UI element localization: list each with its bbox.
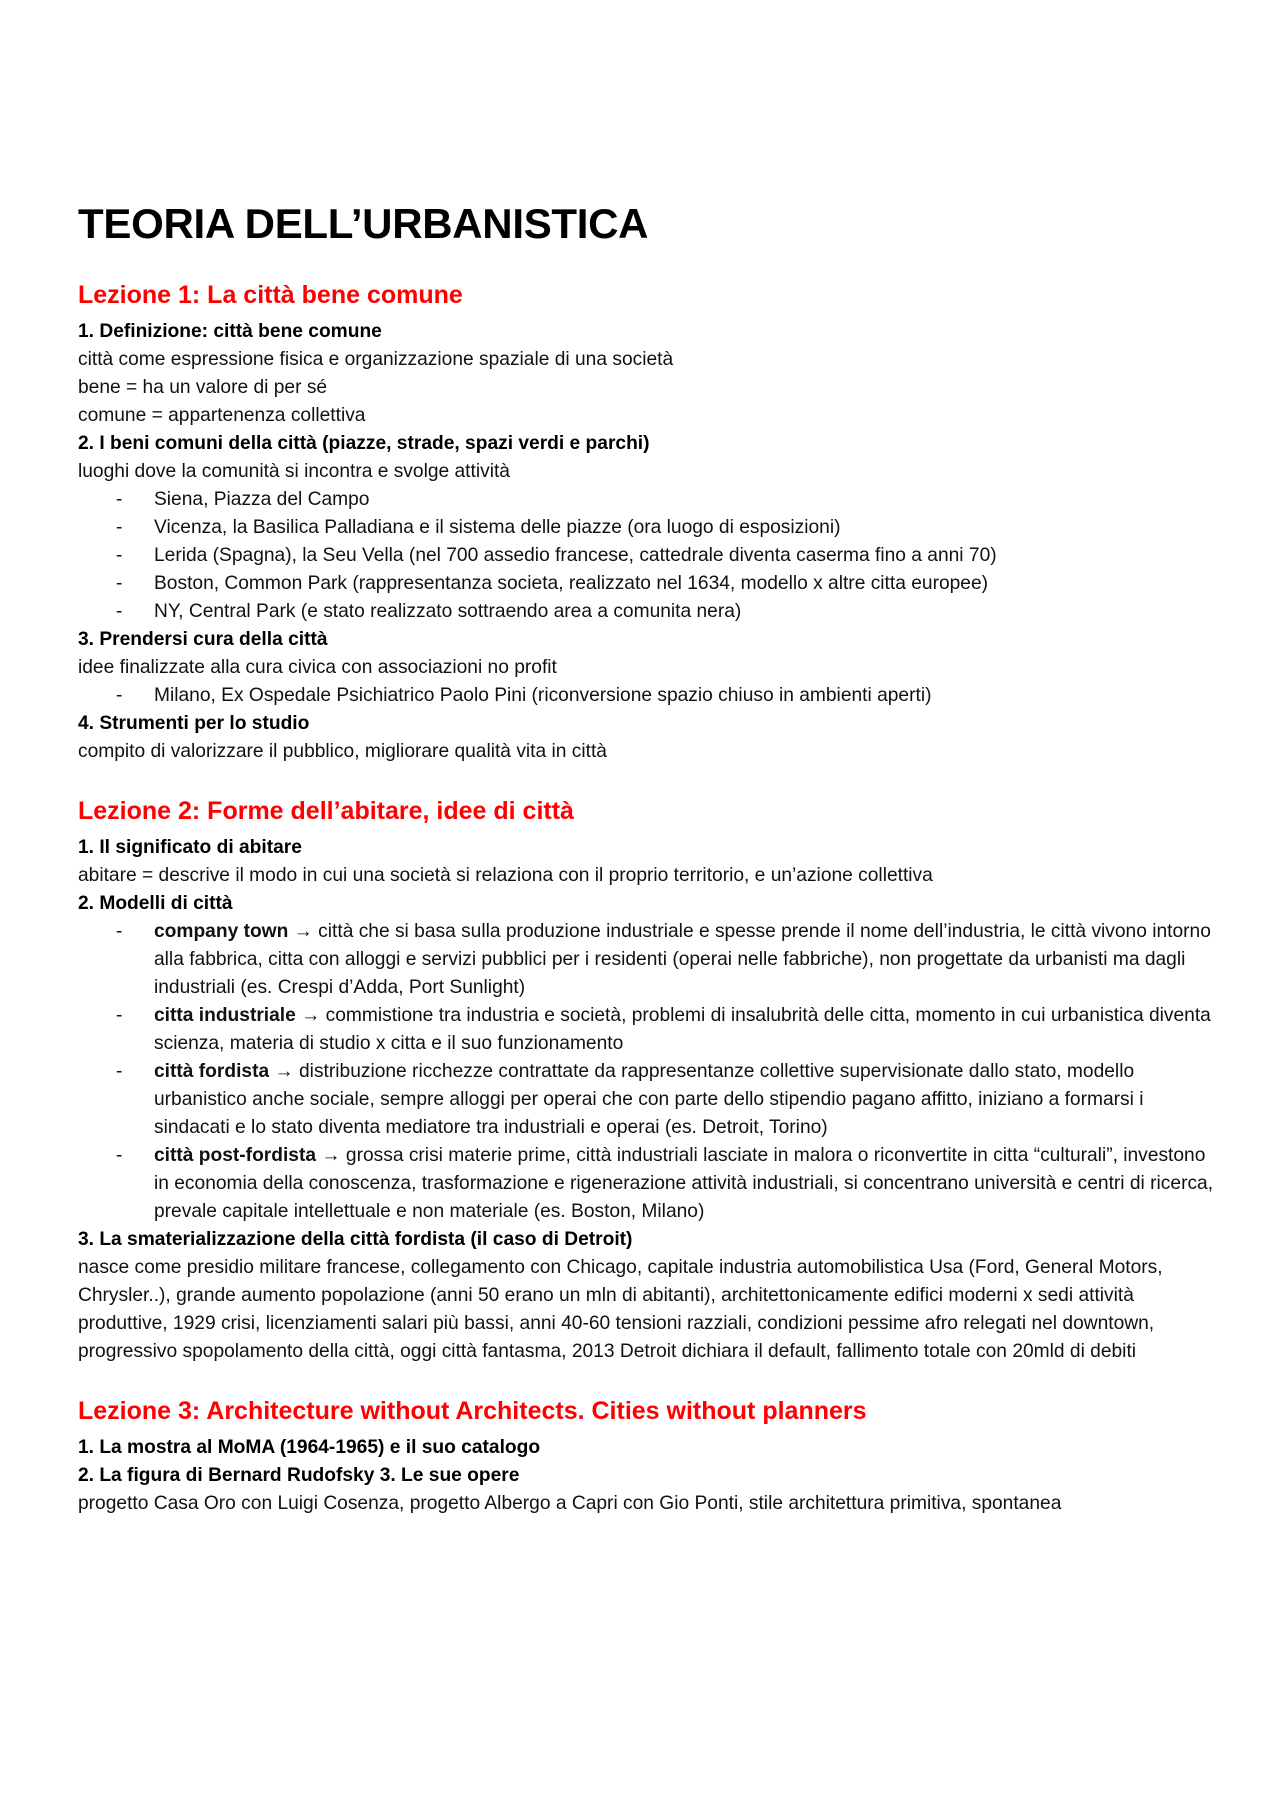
list-item bbox=[78, 1142, 1218, 1226]
list-item-text: Boston, Common Park (rappresentanza societa, realizzato nel 1634, modello x altre citta europee) bbox=[154, 573, 989, 594]
lesson-title: Lezione 3: Architecture without Architects. Cities without planners bbox=[78, 1397, 867, 1425]
topic-text: nasce come presidio militare francese, collegamento con Chicago, capitale industria automobilistica Usa (Ford, General Motors, Chrysler..), grande aumento popolazione (anni 50 erano un mln di abitanti), architettonicamente edifici moderni x sedi attività produttive, 1929 crisi, licenziamenti salari più bassi, anni 40-60 tensioni razziali, condizioni pessime afro relegati nel downtown, progressivo spopolamento della città, oggi città fantasma, 2013 Detroit dichiara il default, fallimento totale con 20mld di debiti bbox=[78, 1257, 1163, 1362]
list-item-text: Vicenza, la Basilica Palladiana e il sistema delle piazze (ora luogo di esposizioni) bbox=[154, 517, 841, 538]
topic-text: bene = ha un valore di per sé bbox=[78, 377, 328, 398]
topic-heading: 1. Il significato di abitare bbox=[78, 837, 302, 858]
list-item-term: citta industriale bbox=[154, 1005, 296, 1026]
dash-bullet: - bbox=[116, 601, 123, 622]
dash-bullet: - bbox=[116, 545, 123, 566]
list-item bbox=[78, 1002, 1218, 1058]
dash-bullet: - bbox=[116, 1145, 123, 1166]
list-item-term: company town bbox=[154, 921, 289, 942]
list-item-text: Milano, Ex Ospedale Psichiatrico Paolo Pini (riconversione spazio chiuso in ambienti aperti) bbox=[154, 685, 932, 706]
dash-bullet: - bbox=[116, 517, 123, 538]
topic-text: compito di valorizzare il pubblico, migliorare qualità vita in città bbox=[78, 741, 607, 762]
list-item-text: Lerida (Spagna), la Seu Vella (nel 700 assedio francese, cattedrale diventa caserma fino a anni 70) bbox=[154, 545, 997, 566]
topic-heading: 2. Modelli di città bbox=[78, 893, 233, 914]
list-item-term: città fordista bbox=[154, 1061, 270, 1082]
list-item-text: → città che si basa sulla produzione industriale e spesse prende il nome dell’industria, le città vivono intorno alla fabbrica, citta con alloggi e servizi pubblici per i residenti (operai nelle fabbriche), non progettate da urbanisti ma dagli industriali (es. Crespi d’Adda, Port Sunlight) bbox=[154, 921, 1211, 998]
bullet-list bbox=[78, 486, 1218, 626]
bullet-list bbox=[78, 918, 1218, 1226]
list-item bbox=[78, 918, 1218, 1002]
list-item-term: città post-fordista bbox=[154, 1145, 317, 1166]
topic-text: città come espressione fisica e organizzazione spaziale di una società bbox=[78, 349, 674, 370]
document-page bbox=[78, 196, 1218, 1518]
list-item-text: → commistione tra industria e società, problemi di insalubrità delle citta, momento in cui urbanistica diventa scienza, materia di studio x citta e il suo funzionamento bbox=[154, 1005, 1211, 1054]
lesson-section bbox=[78, 1394, 1218, 1518]
dash-bullet: - bbox=[116, 685, 123, 706]
list-item bbox=[78, 570, 1218, 598]
dash-bullet: - bbox=[116, 1005, 123, 1026]
sections-container bbox=[78, 278, 1218, 1518]
document-title: TEORIA DELL’URBANISTICA bbox=[78, 200, 649, 247]
topic-heading: 1. Definizione: città bene comune bbox=[78, 321, 382, 342]
list-item-text: → distribuzione ricchezze contrattate da rappresentanze collettive supervisionate dallo stato, modello urbanistico anche sociale, sempre alloggi per operai che con parte dello stipendio pagano affitto, iniziano a formarsi i sindacati e lo stato diventa mediatore tra industriali e operai (es. Detroit, Torino) bbox=[154, 1061, 1144, 1138]
list-item bbox=[78, 682, 1218, 710]
lesson-section bbox=[78, 278, 1218, 766]
list-item-text: NY, Central Park (e stato realizzato sottraendo area a comunita nera) bbox=[154, 601, 742, 622]
list-item-text: Siena, Piazza del Campo bbox=[154, 489, 370, 510]
topic-text: abitare = descrive il modo in cui una società si relaziona con il proprio territorio, e un’azione collettiva bbox=[78, 865, 933, 886]
topic-text: idee finalizzate alla cura civica con associazioni no profit bbox=[78, 657, 557, 678]
topic-heading: 3. La smaterializzazione della città fordista (il caso di Detroit) bbox=[78, 1229, 633, 1250]
list-item bbox=[78, 542, 1218, 570]
dash-bullet: - bbox=[116, 1061, 123, 1082]
lesson-title: Lezione 2: Forme dell’abitare, idee di città bbox=[78, 797, 574, 825]
list-item bbox=[78, 598, 1218, 626]
dash-bullet: - bbox=[116, 921, 123, 942]
list-item-text: → grossa crisi materie prime, città industriali lasciate in malora o riconvertite in citta “culturali”, investono in economia della conoscenza, trasformazione e rigenerazione attività industriali, si concentrano università e centri di ricerca, prevale capitale intellettuale e non materiale (es. Boston, Milano) bbox=[154, 1145, 1214, 1222]
topic-heading: 4. Strumenti per lo studio bbox=[78, 713, 310, 734]
topic-heading: 1. La mostra al MoMA (1964-1965) e il suo catalogo bbox=[78, 1437, 541, 1458]
lesson-title: Lezione 1: La città bene comune bbox=[78, 281, 463, 309]
topic-text: progetto Casa Oro con Luigi Cosenza, progetto Albergo a Capri con Gio Ponti, stile architettura primitiva, spontanea bbox=[78, 1493, 1062, 1514]
topic-heading: 2. La figura di Bernard Rudofsky 3. Le sue opere bbox=[78, 1465, 520, 1486]
list-item bbox=[78, 514, 1218, 542]
bullet-list bbox=[78, 682, 1218, 710]
list-item bbox=[78, 486, 1218, 514]
list-item bbox=[78, 1058, 1218, 1142]
topic-heading: 3. Prendersi cura della città bbox=[78, 629, 328, 650]
topic-heading: 2. I beni comuni della città (piazze, strade, spazi verdi e parchi) bbox=[78, 433, 650, 454]
topic-text: luoghi dove la comunità si incontra e svolge attività bbox=[78, 461, 510, 482]
lesson-section bbox=[78, 794, 1218, 1366]
topic-text: comune = appartenenza collettiva bbox=[78, 405, 366, 426]
dash-bullet: - bbox=[116, 489, 123, 510]
dash-bullet: - bbox=[116, 573, 123, 594]
